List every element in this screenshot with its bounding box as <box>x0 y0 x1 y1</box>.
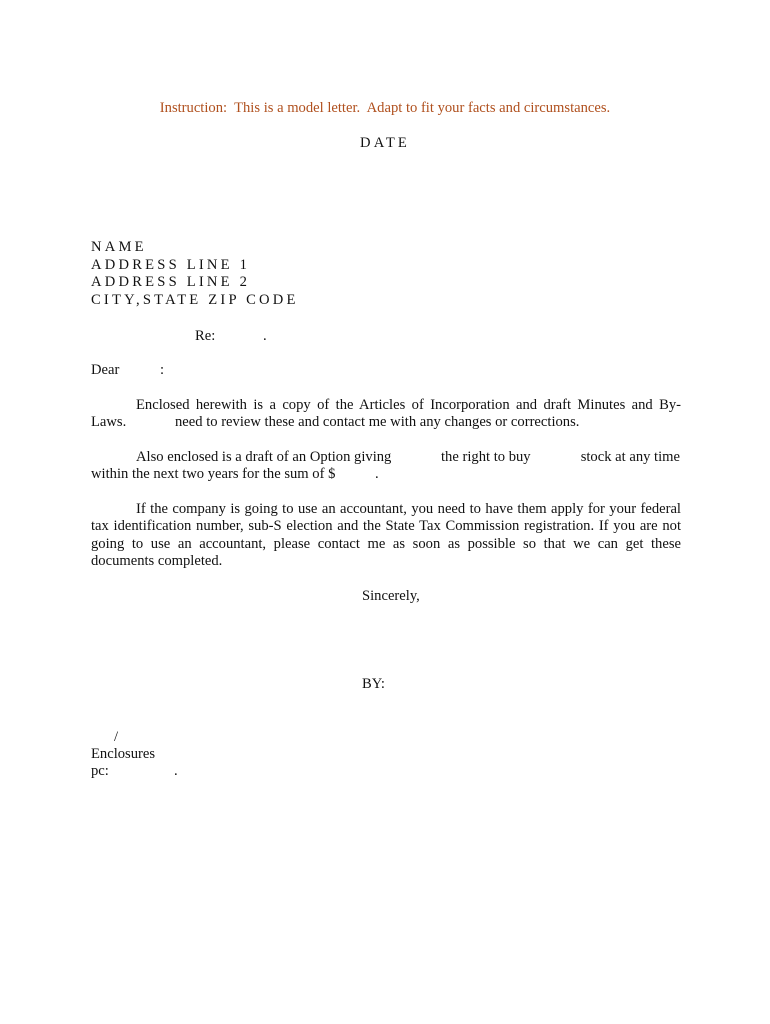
paragraph-3-line-2: tax identification number, sub-S election and the State Tax Commission registration. If you are not <box>91 518 681 534</box>
pc-label: pc: <box>91 763 109 779</box>
paragraph-2-line-1b: the right to buy <box>441 449 531 465</box>
paragraph-2-line-1a: Also enclosed is a draft of an Option giving <box>136 449 392 465</box>
address-line-1: ADDRESS LINE 1 <box>91 257 251 273</box>
re-label: Re: <box>195 328 216 344</box>
pc-end: . <box>174 763 178 779</box>
paragraph-3-line-3: going to use an accountant, please contact me as soon as possible so that we can get these <box>91 536 681 552</box>
date-placeholder: DATE <box>359 135 411 151</box>
paragraph-2-line-1c: stock at any time <box>580 449 680 465</box>
recipient-name: NAME <box>91 239 147 255</box>
paragraph-3-line-4: documents completed. <box>91 553 223 569</box>
paragraph-3-line-1: If the company is going to use an accountant, you need to have them apply for your federal <box>136 501 681 517</box>
paragraph-1-line-1: Enclosed herewith is a copy of the Articles of Incorporation and draft Minutes and By- <box>136 397 681 413</box>
enclosures: Enclosures <box>91 746 156 762</box>
address-line-2: ADDRESS LINE 2 <box>91 274 251 290</box>
paragraph-1-line-2a: Laws. <box>91 414 127 430</box>
closing: Sincerely, <box>362 588 420 604</box>
paragraph-2-line-2a: within the next two years for the sum of $ <box>91 466 336 482</box>
paragraph-2-line-2b: . <box>375 466 379 482</box>
salutation: Dear <box>91 362 120 378</box>
re-end: . <box>263 328 267 344</box>
initials-slash: / <box>114 729 119 745</box>
city-state-zip: CITY,STATE ZIP CODE <box>91 292 299 308</box>
signature-by: BY: <box>362 676 385 692</box>
salutation-colon: : <box>160 362 165 378</box>
paragraph-1-line-2b: need to review these and contact me with any changes or corrections. <box>175 414 580 430</box>
instruction-note: Instruction: This is a model letter. Adapt to fit your facts and circumstances. <box>159 100 611 116</box>
